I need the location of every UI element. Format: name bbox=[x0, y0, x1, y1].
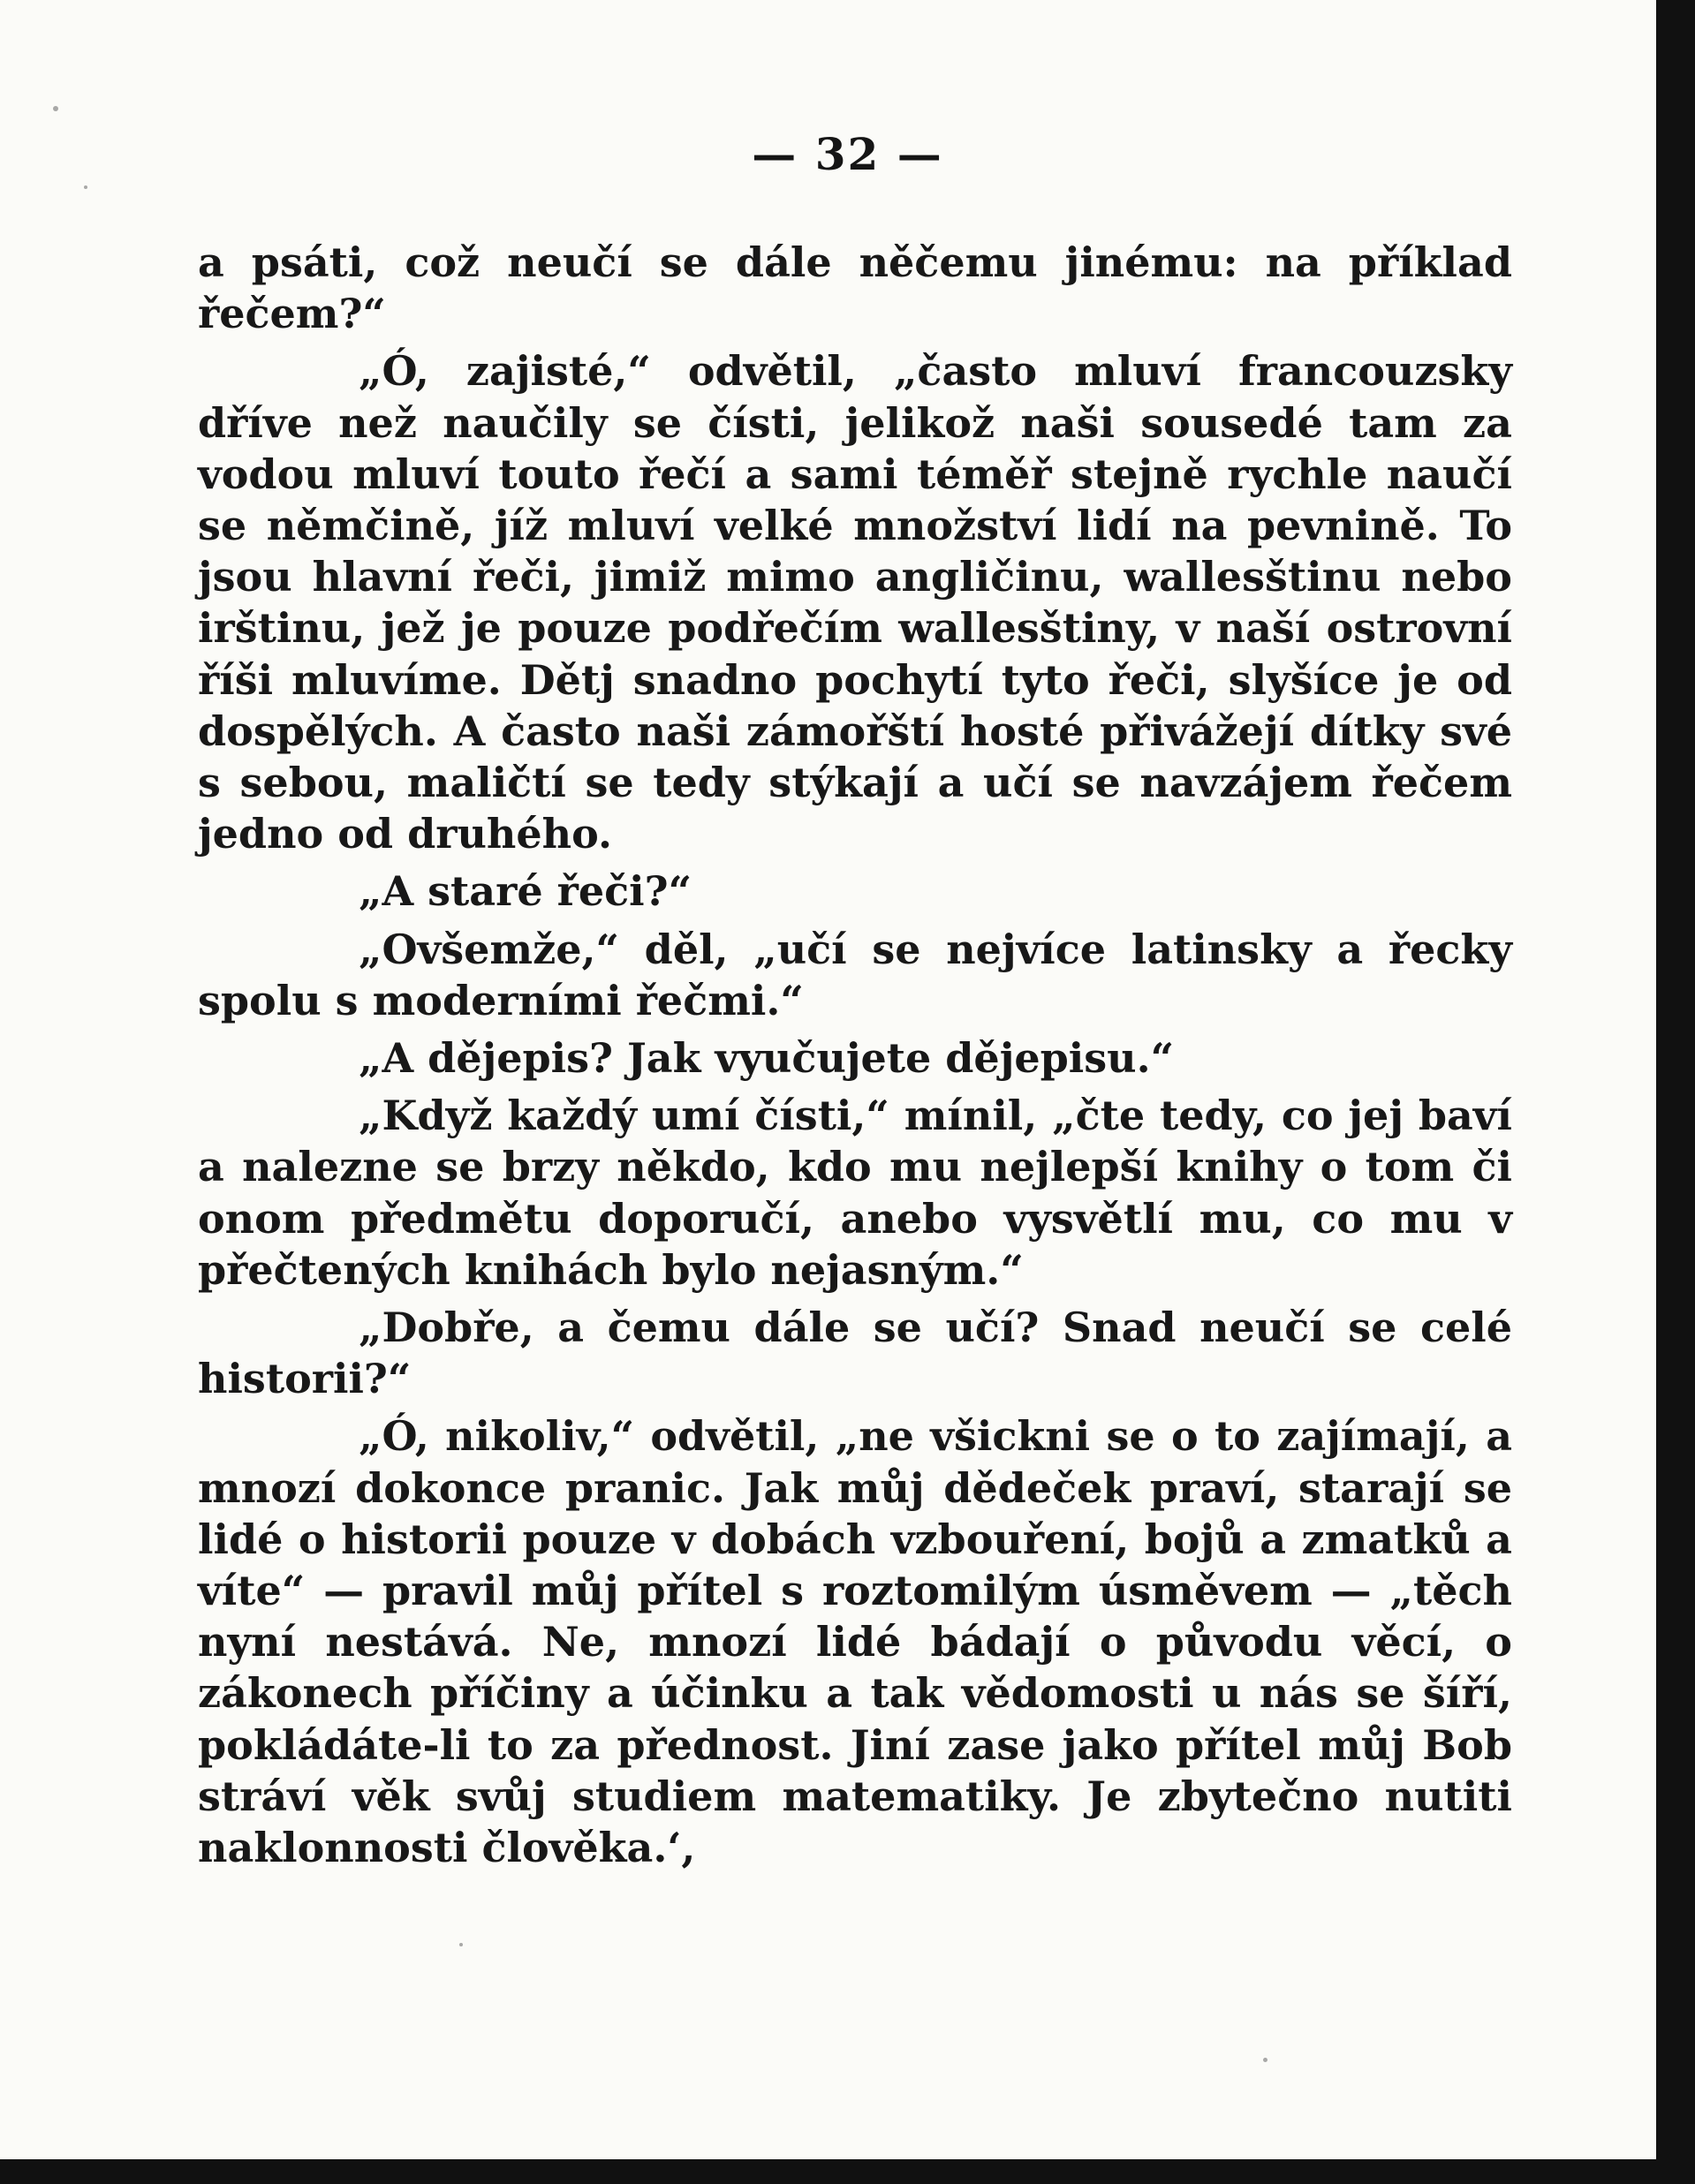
paragraph-4: „Ovšemže,“ děl, „učí se nejvíce latinsky a řecky spolu s moderními řečmi.“ bbox=[198, 925, 1512, 1024]
paragraph-2: „Ó, zajisté,“ odvětil, „často mluví francouzsky dříve než naučily se čísti, jelikož naši sousedé tam za vodou mluví touto řečí a sami téměř stejně rychle naučí se němčině, jíž mluví velké množství lidí na pevnině. To jsou hlavní řeči, jimiž mimo angličinu, wallesštinu nebo irštinu, jež je pouze podřečím wallesštiny, v naší ostrovní říši mluvíme. Dětj snadno pochytí tyto řeči, slyšíce je od dospělých. A často naši zámořští hosté přivážejí dítky své s sebou, maličtí se tedy stýkají a učí se navzájem řečem jedno od druhého. bbox=[198, 347, 1512, 858]
paper-speck bbox=[1263, 2058, 1267, 2062]
paragraph-3: „A staré řeči?“ bbox=[359, 867, 692, 916]
paragraph-7: „Dobře, a čemu dále se učí? Snad neučí se celé historii?“ bbox=[198, 1304, 1512, 1403]
body-text bbox=[198, 237, 1512, 1879]
paper-speck bbox=[84, 185, 87, 189]
paragraph-8: „Ó, nikoliv,“ odvětil, „ne všickni se o to zajímají, a mnozí dokonce pranic. Jak můj dědeček praví, starají se lidé o historii pouze v dobách vzbouření, bojů a zmatků a víte“ — pravil můj přítel s roztomilým úsměvem — „těch nyní nestává. Ne, mnozí lidé bádají o původu věcí, o zákonech příčiny a účinku a tak vědomosti u nás se šíří, pokládáte-li to za přednost. Jiní zase jako přítel můj Bob stráví věk svůj studiem matematiky. Je zbytečno nutiti naklonnosti člověka.‘, bbox=[198, 1412, 1512, 1872]
page-number: — 32 — bbox=[752, 128, 943, 180]
paragraph-5: „A dějepis? Jak vyučujete dějepisu.“ bbox=[359, 1034, 1175, 1083]
scan-border-right bbox=[1656, 0, 1695, 2184]
paper-speck bbox=[53, 106, 58, 111]
paper-speck bbox=[459, 1943, 463, 1946]
scan-border-bottom bbox=[0, 2159, 1695, 2184]
paragraph-6: „Když každý umí čísti,“ mínil, „čte tedy, co jej baví a nalezne se brzy někdo, kdo mu nejlepší knihy o tom či onom předmětu doporučí, anebo vysvětlí mu, co mu v přečtených knihách bylo nejasným.“ bbox=[198, 1092, 1512, 1294]
paragraph-1: a psáti, což neučí se dále něčemu jinému: na příklad řečem?“ bbox=[198, 238, 1512, 338]
